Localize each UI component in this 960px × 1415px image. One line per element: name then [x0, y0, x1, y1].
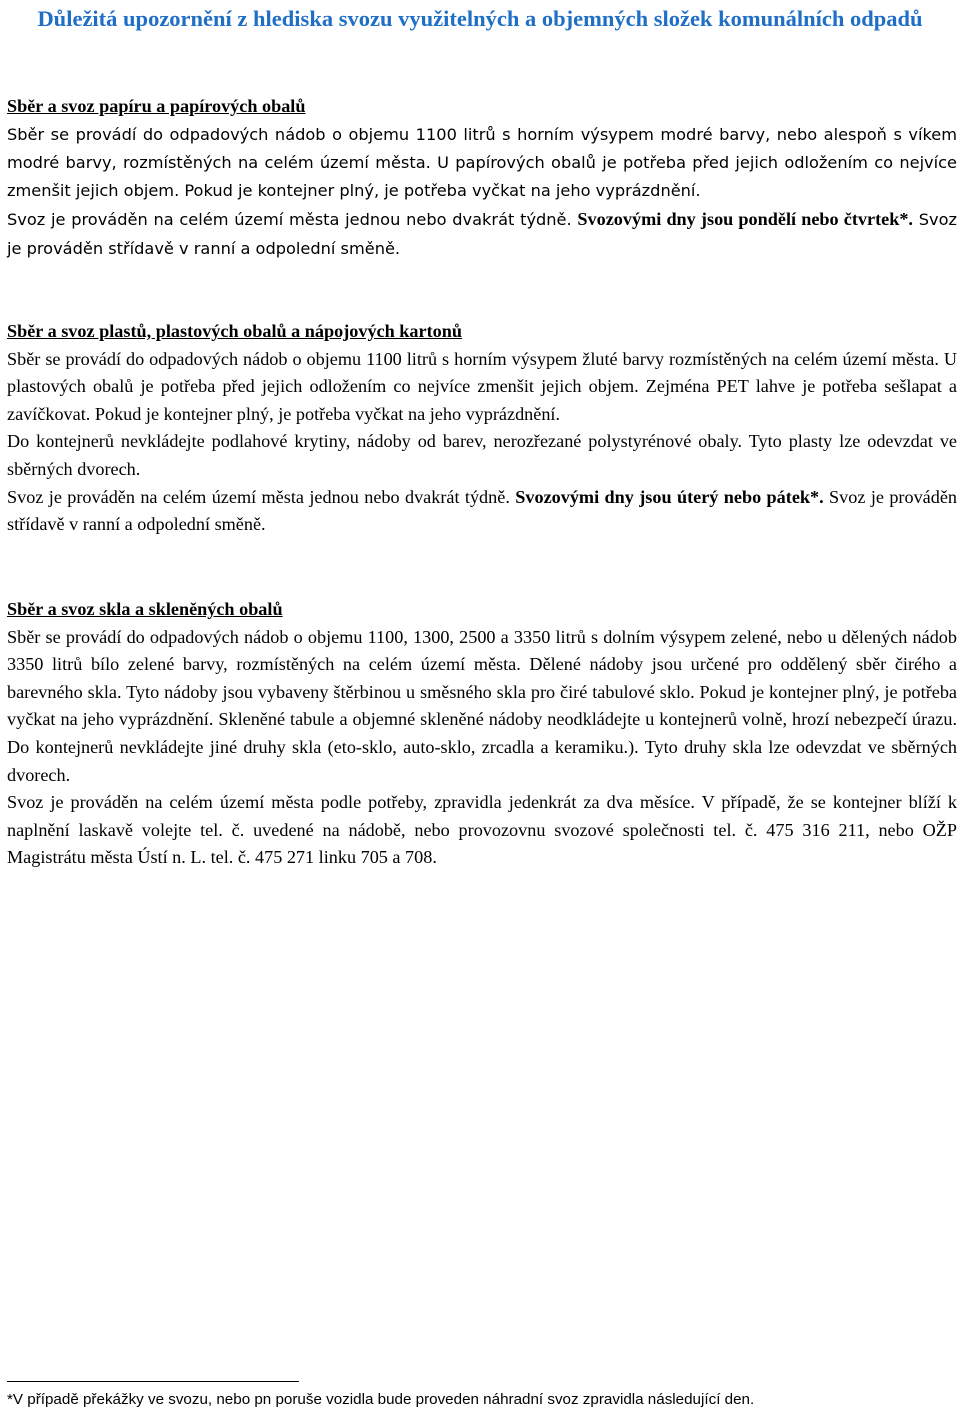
- section-heading-paper: Sběr a svoz papíru a papírových obalů: [7, 96, 306, 116]
- paper-collection-text: Sběr se provádí do odpadových nádob o objemu 1100 litrů s horním výsypem modré barvy, nebo alespoň s víkem modré barvy, rozmístěných na celém území města. U papírových obalů je potřeba před jejich odložením co nejvíce zmenšit jejich objem. Pokud je kontejner plný, je potřeba vyčkat na jeho vyprázdnění.: [7, 124, 957, 201]
- page-title: Důležitá upozornění z hlediska svozu využitelných a objemných složek komunálních odpadů: [37, 6, 923, 31]
- paper-schedule-text: Svoz je prováděn na celém území města jednou nebo dvakrát týdně.: [7, 210, 578, 230]
- paper-collection-days: Svozovými dny jsou pondělí nebo čtvrtek*.: [577, 209, 913, 230]
- glass-schedule-text: Svoz je prováděn na celém území města podle potřeby, zpravidla jedenkrát za dva měsíce. V případě, že se kontejner blíží k naplnění laskavě volejte tel. č. uvedené na nádobě, nebo provozovnu svozové společnosti tel. č. 475 316 211, nebo OŽP Magistrátu města Ústí n. L. tel. č. 475 271 linku 705 a 708.: [7, 792, 957, 868]
- plastics-exclusions-paragraph: [7, 428, 957, 483]
- footnote: *V případě překážky ve svozu, nebo pn poruše vozidla bude proveden náhradní svoz zpravidla následující den.: [7, 1391, 755, 1408]
- plastics-collection-text: Sběr se provádí do odpadových nádob o objemu 1100 litrů s horním výsypem žluté barvy rozmístěných na celém území města. U plastových obalů je potřeba před jejich odložením co nejvíce zmenšit jejich objem. Zejména PET lahve je potřeba sešlapat a zavíčkovat. Pokud je kontejner plný, je potřeba vyčkat na jeho vyprázdnění.: [7, 348, 957, 424]
- plastics-collection-days: Svozovými dny jsou úterý nebo pátek*.: [515, 486, 824, 507]
- glass-collection-paragraph: [7, 624, 957, 790]
- section-heading-glass: Sběr a svoz skla a skleněných obalů: [7, 599, 283, 619]
- section-glass: [7, 596, 957, 872]
- section-heading-plastics: Sběr a svoz plastů, plastových obalů a nápojových kartonů: [7, 321, 462, 341]
- paper-schedule-paragraph: [7, 205, 957, 263]
- footnote-divider: [7, 1381, 299, 1382]
- plastics-collection-paragraph: [7, 346, 957, 429]
- plastics-schedule-paragraph: [7, 484, 957, 539]
- glass-schedule-paragraph: [7, 789, 957, 872]
- section-plastics: [7, 318, 957, 539]
- plastics-shift-text: Svoz je prováděn střídavě v ranní a odpolední směně.: [7, 486, 957, 535]
- section-paper: [7, 93, 957, 263]
- plastics-schedule-text: Svoz je prováděn na celém území města jednou nebo dvakrát týdně.: [7, 486, 516, 507]
- plastics-exclusions-text: Do kontejnerů nevkládejte podlahové krytiny, nádoby od barev, nerozřezané polystyrénové obaly. Tyto plasty lze odevzdat ve sběrných dvorech.: [7, 431, 957, 479]
- glass-collection-text: Sběr se provádí do odpadových nádob o objemu 1100, 1300, 2500 a 3350 litrů s dolním výsypem zelené, nebo u dělených nádob 3350 litrů bílo zelené barvy, rozmístěných na celém území města. Dělené nádoby jsou určené pro oddělený sběr čirého a barevného skla. Tyto nádoby jsou vybaveny štěrbinou u směsného skla pro čiré tabulové sklo. Pokud je kontejner plný, je potřeba vyčkat na jeho vyprázdnění. Skleněné tabule a objemné skleněné nádoby neodkládejte u kontejnerů volně, hrozí nebezpečí úrazu. Do kontejnerů nevkládejte jiné druhy skla (eto-sklo, auto-sklo, zrcadla a keramiku.). Tyto druhy skla lze odevzdat ve sběrných dvorech.: [7, 626, 957, 785]
- paper-collection-paragraph: [7, 121, 957, 206]
- paper-shift-text: Svoz je prováděn střídavě v ranní a odpolední směně.: [7, 210, 957, 258]
